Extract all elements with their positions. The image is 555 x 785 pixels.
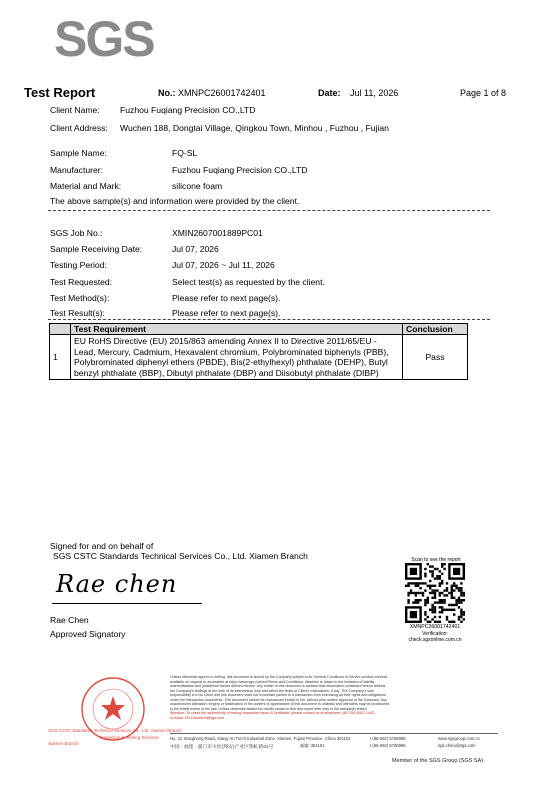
qr-module [453,597,455,599]
sample-name-label: Sample Name: [50,148,107,158]
footer-email[interactable]: sgs.china@sgs.com [438,743,476,748]
qr-module [451,621,453,623]
sample-note: The above sample(s) and information were provided by the client. [50,196,300,206]
disclaimer-line: responsibility is to its Client and this document does not exonerate parties to a transaction from exercising all their rights and obligations [170,693,386,697]
qr-module [446,609,448,611]
page-number: Page 1 of 8 [460,88,507,98]
qr-module [417,599,419,601]
qr-module [439,601,441,603]
footer-divider [170,733,498,734]
qr-module [429,609,431,611]
qr-module [455,585,457,587]
qr-module [458,606,460,608]
qr-module [453,582,455,584]
qr-module [436,621,438,623]
qr-module [412,592,414,594]
report-date-label: Date: [318,88,341,98]
qr-module [424,604,426,606]
qr-module [453,568,460,575]
qr-module [453,585,455,587]
qr-module [439,585,441,587]
qr-module [429,570,431,572]
qr-module [417,582,419,584]
qr-module [407,594,409,596]
qr-module [407,592,409,594]
qr-module [434,577,436,579]
qr-module [431,573,433,575]
separator-line [48,319,490,320]
qr-module [446,594,448,596]
qr-module [458,599,460,601]
qr-module [431,589,433,591]
disclaimer-line: Unless otherwise agreed in writing, this document is issued by the Company subject to its General Conditions of Service printed overleaf, [170,675,388,679]
qr-module [455,604,457,606]
qr-module [415,592,417,594]
qr-module [427,597,429,599]
qr-module [443,599,445,601]
qr-module [460,601,462,603]
qr-module [427,563,429,565]
material-value: silicone foam [172,181,223,191]
qr-module [429,592,431,594]
qr-module [441,601,443,603]
disclaimer-line: available on request or accessible at https://www.sgs.com/en/Terms-and-Conditions. Attention is drawn to the limitation of liability, [170,679,376,684]
attention-line: Attention: To check the authenticity of testing /inspection report & certificate, please contact us at telephone: (86-755) 8307 1443, [170,711,375,715]
qr-module [453,613,455,615]
footer-postcode: 邮编: 361101 [300,743,325,748]
qr-module [443,563,445,565]
footer-tel-2: t (86-592) 5766985 [370,743,406,748]
disclaimer-line: under the transaction documents. This document cannot be reproduced except in full, without prior written approval of the Company. Any [170,697,387,702]
qr-module [439,599,441,601]
qr-module [446,616,448,618]
qr-module [410,589,412,591]
qr-module [434,594,436,596]
qr-module [431,575,433,577]
qr-module [434,568,436,570]
qr-module [458,587,460,589]
qr-module [412,582,414,584]
qr-module [463,592,465,594]
qr-module [427,601,429,603]
qr-module [463,613,465,615]
qr-module [424,568,426,570]
qr-module [424,573,426,575]
qr-module [434,609,436,611]
qr-module [451,604,453,606]
qr-module [451,589,453,591]
job-no-label: SGS Job No.: [50,228,103,238]
test-requested-value: Select test(s) as requested by the client. [172,277,325,287]
qr-module [460,589,462,591]
report-date-value: Jul 11, 2026 [350,88,399,98]
qr-module [460,582,462,584]
qr-module [455,601,457,603]
seal-inner-text: Inspection & Testing Services [100,735,159,740]
qr-module [460,609,462,611]
qr-module [441,563,443,565]
qr-module [407,585,409,587]
footer-tel-1: t (86-592) 5766985 [370,736,406,741]
qr-module [439,575,441,577]
qr-module [415,594,417,596]
qr-module [415,599,417,601]
receiving-date-label: Sample Receiving Date: [50,244,143,254]
requirement-line: benzyl phthalate (BBP), Dibutyl phthalate (DBP) and Diisobutyl phthalate (DIBP) [74,367,379,378]
qr-module [424,589,426,591]
qr-module [460,599,462,601]
seal-side-text: Xiamen Branch [48,741,79,746]
footer-address-en: No. 31 Xianghong Road, Xiang' An Torch Industrial Zone, Xiamen, Fujian Province, China 361101 [170,736,351,741]
qr-module [431,604,433,606]
qr-module [410,568,417,575]
qr-module [448,609,450,611]
qr-module [458,589,460,591]
qr-module [431,565,433,567]
logo-text: SGS [54,11,154,67]
qr-module [429,580,431,582]
qr-module [455,599,457,601]
qr-module [415,585,417,587]
qr-module [410,611,417,618]
qr-module [422,582,424,584]
separator-line [48,210,490,211]
qr-module [434,606,436,608]
qr-module [441,582,443,584]
client-address-value: Wuchen 188, Dongtai Village, Qingkou Town, Minhou , Fuzhou , Fujian [120,123,389,133]
qr-module [422,594,424,596]
qr-module [422,592,424,594]
qr-module [424,599,426,601]
qr-module [436,575,438,577]
qr-module [431,609,433,611]
qr-module [424,582,426,584]
attention-line-2: or email: CN.Doccheck@sgs.com [170,715,224,720]
qr-module [436,601,438,603]
receiving-date-value: Jul 07, 2026 [172,244,219,254]
qr-module [453,604,455,606]
manufacturer-value: Fuzhou Fuqiang Precision CO.,LTD [172,165,308,175]
qr-module [448,621,450,623]
qr-module [439,606,441,608]
qr-module [436,568,438,570]
qr-module [434,592,436,594]
qr-module [407,582,409,584]
test-result-value: Please refer to next page(s). [172,308,281,318]
qr-module [419,592,421,594]
qr-module [451,597,453,599]
qr-module [453,609,455,611]
qr-module [441,599,443,601]
qr-module [446,582,448,584]
qr-module [410,582,412,584]
qr-module [441,565,443,567]
footer-web[interactable]: www.sgsgroup.com.cn [438,736,480,741]
qr-module [451,592,453,594]
qr-module [448,604,450,606]
qr-module [448,592,450,594]
job-no-value: XMIN2607001889PC01 [172,228,263,238]
qr-module [439,594,441,596]
qr-module [458,616,460,618]
qr-module [431,597,433,599]
qr-module [419,582,421,584]
seal-company-text: SGS CSTC Standards Technical Services Co., Ltd. Xiamen Branch [48,728,182,733]
qr-module [410,592,412,594]
row-conclusion: Pass [403,335,468,380]
qr-module [436,577,438,579]
qr-module [460,616,462,618]
qr-module [441,611,443,613]
signatory-title: Approved Signatory [50,629,126,639]
qr-module [417,601,419,603]
qr-module [458,601,460,603]
row-number: 1 [50,335,71,380]
qr-module [453,621,455,623]
client-name-value: Fuzhou Fuqiang Precision CO.,LTD [120,105,256,115]
qr-module [431,570,433,572]
qr-module [458,597,460,599]
col-no-header [50,324,71,335]
table-row [50,335,468,380]
disclaimer-line: indemnification and jurisdiction issues defined therein. Any holder of this document is advised that information contained hereon reflects [170,684,386,688]
qr-module [460,592,462,594]
testing-period-value: Jul 07, 2026 ~ Jul 11, 2026 [172,260,275,270]
qr-module [434,585,436,587]
qr-module [436,589,438,591]
qr-module [431,585,433,587]
qr-module [463,611,465,613]
qr-module [424,601,426,603]
signatory-name: Rae Chen [50,615,89,625]
qr-module [431,611,433,613]
qr-module [463,618,465,620]
signature-line [52,603,202,604]
verification-label: Verification: [422,631,448,637]
qr-module [429,587,431,589]
qr-module [446,589,448,591]
qr-module [439,621,441,623]
test-method-value: Please refer to next page(s). [172,293,281,303]
qr-module [441,592,443,594]
qr-module [415,601,417,603]
sample-name-value: FQ-SL [172,148,198,158]
qr-module [463,594,465,596]
qr-module [429,621,431,623]
col-conclusion-header: Conclusion [403,324,468,335]
requirement-line: EU RoHS Directive (EU) 2015/863 amending Annex II to Directive 2011/65/EU - [74,336,377,346]
disclaimer-line: unauthorized alteration, forgery or falsification of the content or appearance of this document is unlawful and offenders may be prosecuted [170,702,390,706]
qr-module [431,618,433,620]
qr-module [443,589,445,591]
handwritten-signature: Rae chen [56,570,178,598]
manufacturer-label: Manufacturer: [50,165,104,175]
requirement-line: Polybrominated diphenyl ethers (PBDE), Bis(2-ethylhexyl) phthalate (DEHP), Butyl [74,357,388,367]
report-title: Test Report [24,85,96,100]
requirement-line: Lead, Mercury, Cadmium, Hexavalent chromium, Polybrominated biphenyls (PBB), [74,346,389,357]
qr-module [458,618,460,620]
signing-company: SGS CSTC Standards Technical Services Co., Ltd. Xiamen Branch [53,551,308,561]
qr-module [424,618,426,620]
qr-module [451,594,453,596]
qr-module [439,577,441,579]
qr-module [446,618,448,620]
qr-module [424,613,426,615]
qr-module [419,587,421,589]
qr-report-no: XMNPC26001742401 [409,624,461,630]
qr-module [417,585,419,587]
qr-module [434,621,436,623]
qr-module [429,565,431,567]
sgs-logo [52,11,154,67]
qr-module [441,606,443,608]
qr-module [441,573,443,575]
report-no-value: XMNPC26001742401 [178,88,266,98]
signed-for-text: Signed for and on behalf of [50,541,154,551]
verification-url[interactable]: check.sgsonline.com.cn [408,637,462,643]
qr-module [460,594,462,596]
qr-module [443,609,445,611]
qr-module [407,599,409,601]
qr-module [460,613,462,615]
client-name-label: Client Name: [50,105,100,115]
qr-module [434,616,436,618]
qr-module [419,599,421,601]
row-requirement [71,335,403,380]
qr-module [443,568,445,570]
member-of-sgs: Member of the SGS Group (SGS SA) [392,758,484,764]
test-result-label: Test Result(s): [50,308,105,318]
qr-module [460,621,462,623]
qr-module [429,585,431,587]
qr-module [460,587,462,589]
qr-module [439,582,441,584]
qr-module [431,592,433,594]
qr-module [412,601,414,603]
qr-module [427,621,429,623]
qr-module [427,585,429,587]
qr-module [451,587,453,589]
qr-module [455,587,457,589]
test-method-label: Test Method(s): [50,293,110,303]
qr-module [424,611,426,613]
qr-module [434,601,436,603]
qr-module [441,580,443,582]
qr-module [439,592,441,594]
qr-module [427,616,429,618]
qr-module [405,585,407,587]
qr-module [434,597,436,599]
qr-module [451,609,453,611]
material-label: Material and Mark: [50,181,122,191]
qr-module [443,594,445,596]
qr-module [460,611,462,613]
table-header-row [50,324,468,335]
testing-period-label: Testing Period: [50,260,107,270]
qr-module [417,592,419,594]
test-requested-label: Test Requested: [50,277,113,287]
qr-module [427,599,429,601]
test-requirement-table [49,323,468,380]
qr-module [443,601,445,603]
qr-module [463,599,465,601]
qr-module [407,601,409,603]
client-address-label: Client Address: [50,123,108,133]
report-no-label: No.: [158,88,176,98]
qr-code-icon[interactable] [405,563,465,623]
qr-module [453,589,455,591]
qr-module [434,589,436,591]
qr-module [434,611,436,613]
qr-module [439,616,441,618]
qr-caption: Scan to see the report [411,557,461,563]
qr-module [431,606,433,608]
sgs-logo-graphic [52,11,154,67]
qr-module [441,609,443,611]
footer-disclaimer [170,675,500,720]
qr-module [439,570,441,572]
disclaimer-line: to the fullest extent of the law. Unless otherwise stated the results shown in this test report refer only to the sample(s) tested. [170,706,368,711]
qr-module [439,611,441,613]
col-requirement-header: Test Requirement [71,324,403,335]
qr-module [415,582,417,584]
qr-module [446,587,448,589]
qr-module [424,575,426,577]
footer-address-cn: 中国 · 福建 · 厦门市火炬(翔安)产业区翔虹路31号 [170,745,274,750]
disclaimer-line: the Company's findings at the time of its intervention only and within the limits of Client's instructions, if any. The Company's sole [170,688,374,693]
qr-module [451,585,453,587]
